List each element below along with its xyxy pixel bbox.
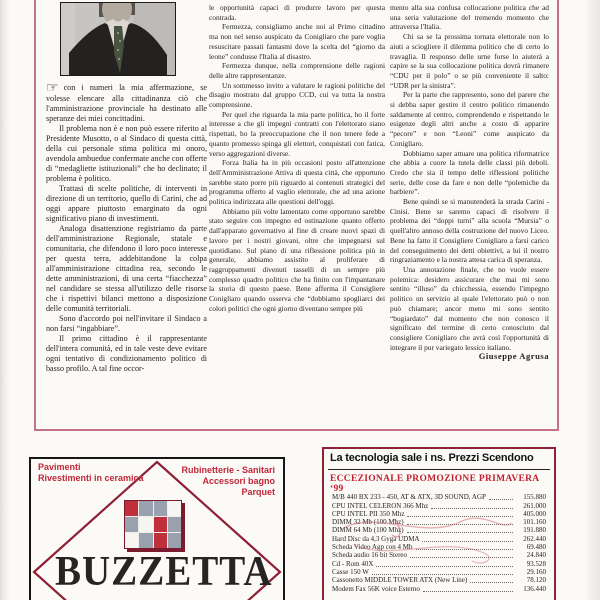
paragraph: Chi sa se la prossima tornata elettorale non lo aiuti a sciogliere il dilemma politico che di certo lo travaglia. Il responso delle urne forse lo aiuterà a capire se la sua collocazione politica dovrà rimanere “CDU per il polo” o se più conveniente il salto: “UDR per la sinistra”. [390,32,549,90]
mosaic-tile [125,501,138,516]
mosaic-tile [168,533,181,548]
paragraph: le opportunità capaci di produrre lavoro per questa contrada. [209,3,385,22]
author-signature: Giuseppe Agrusa [478,351,549,362]
paragraph: Analoga disattenzione registriamo da parte dell'amministrazione Regionale, statale e comunitaria, che difendono il loro poco interesse per questa terra, addebitandone la colpa all'amministrazione cittadina rea, secondo le dette amministrazioni, di una certa “fiacchezza” nel candidare se stessa all'utilizzo delle risorse che i rispettivi bilanci mettono a disposizione delle comunità territoriali. [46,224,207,313]
ad-heading-line: Parquet [241,487,275,497]
item-price: 29.160 [526,567,546,576]
scan-edge-right [584,0,600,600]
item-label: Casse 150 W [332,567,369,576]
item-label: M/B 440 BX 233 - 450, AT & ATX, 3D SOUND, AGP [332,493,486,502]
buzzetta-brand-name: BUZZETTA [55,548,273,595]
mosaic-tile [139,517,152,532]
item-price: 136.440 [523,584,546,593]
paragraph: Un sommesso invito a valutare le ragioni politiche del disagio mostrato dal gruppo CCD, cui va tutta la nostra comprensione. [209,80,385,110]
mosaic-tile [125,517,138,532]
item-price: 78.120 [526,576,546,585]
article-column-3 [390,3,549,411]
price-row [332,584,546,592]
article-box [34,0,559,431]
item-price: 155.880 [523,493,546,502]
item-price: 261.000 [523,501,546,510]
lead-text: con i numeri la mia affermazione, se volesse elencare alla cittadinanza ciò che l'amministrazione provinciale ha destinato alle speranze dei miei concittadini. [46,83,207,123]
paragraph: Forza Italia ha in più occasioni posto all'attenzione dell'Amministrazione Attiva di questa città, che opportuno sarebbe stato porre più riguardo ai contenuti strategici del programma offerto al vaglio elettorale, che ad una azione politica indirizzata alle questioni dell'oggi. [209,158,385,207]
article-column-1 [46,83,207,421]
portrait-photo-graphic [61,3,175,75]
paragraph: Fermezza, consigliamo anche noi al Primo cittadino ma non nel senso auspicato da Conigliaro che pare voglia resuscitare passati fantasmi dove la scelta del “giorno da leone” condusse l'Italia al disastro. [209,22,385,61]
pointing-hand-icon: ☞ [46,83,59,96]
ad-heading-line: Rubinetterie - Sanitari [181,465,275,475]
paragraph: Una annotazione finale, che no vuole essere polemica: desidero assicurare che mai mi sono sentito “illuso” da chicchessia, essendo l'impegno politico un servizio al quale l'elettorato può o non può chiamare; ancor meno mi sono sentito “bugiardato” dal momento che non conosco il significato del termine di certo conosciuto dal consigliere Conigliaro che avrà così l'opportunità di integrare il pur variegato lessico italiano. [390,264,549,352]
paragraph: Trattasi di scelte politiche, di interventi in direzione di un territorio, quello di Carini, che ad oggi appare piuttosto emarginato da ogni significativo piano di investimenti. [46,184,207,223]
item-price: 191.880 [523,526,546,535]
price-row [332,576,546,584]
paragraph: Bene quindi se si manutenderà la strada Carini - Cinisi. Bene se saremo capaci di risolvere il problema dei “doppi turni” alla scuola “Mursia” o quell'altro annoso della costruzione del nuovo Liceo. Bene ha fatto il Consigliere Conigliaro a farsi carico del conseguimento dei detti obiettivi, a lui il nostro ringraziamento e la nostra attesa carica di speranza. [390,197,549,265]
paragraph: Abbiamo più volte lamentato come opportuno sarebbe stato seguire con impegno ed ostinazione quanto offerto dall'apparato governativo al fine di creare nuovi spazi di lavoro per i nostri giovani, oltre che impegnarsi sul quotidiano. Sul piano di una riflessione politica più in generale, abbiamo assistito al proliferare di raggruppamenti divenuti tasselli di un sempre più complesso quadro politico che ha finito con l'impantanare la storia di questo paese. Bene afferma il Consigliere Conigliaro quando osserva che “dobbiamo spogliarci dei colori politici che ogni giorno diventano sempre più [209,206,385,313]
title-underline [328,469,550,470]
mosaic-tile [154,517,167,532]
lead-paragraph [46,83,207,124]
item-label: Scheda audio 16 bit Stereo [332,551,408,560]
item-label: Cd - Rom 40X [332,559,374,568]
mosaic-tile [139,533,152,548]
faint-red-sketch [334,501,524,576]
paragraph: Dobbiamo saper attuare una politica riformatrice che abbia a cuore la tutela delle classi più deboli. Credo che sia il tempo delle riflessioni politiche serie, delle cose da fare e non delle “polemiche da barbiere”. [390,148,549,197]
portrait-photo [60,2,176,76]
mosaic-tile [154,501,167,516]
item-label: Cassonetto MIDDLE TOWER ATX (New Line) [332,576,468,585]
paragraph: Fermezza dunque, nella comprensione delle ragioni delle altre rappresentanze. [209,61,385,80]
ad-heading-line: Accessori bagno [202,476,275,486]
mosaic-tile [139,501,152,516]
mosaic-tile [154,533,167,548]
mosaic-tile [125,533,138,548]
paragraph: Sono d'accordo poi nell'invitare il Sindaco a non farsi “ingabbiare”. [46,314,207,333]
scan-edge-left [0,0,10,600]
article-column-2 [209,3,385,359]
item-label: CPU INTEL PII 350 Mhz [332,509,405,518]
paragraph: Per quel che riguarda la mia parte politica, ho il forte interesse a che gli impegni contratti con l'elettorato siano rispettati, ho la preoccupazione che il non tenere fede a quanto promesso spinga gli elettori, conquistati con fatica, verso aggregazioni diverse. [209,109,385,158]
mosaic-tile-logo [124,500,182,549]
item-price: 93.528 [526,559,546,568]
mosaic-tile [168,501,181,516]
item-price: 24.840 [526,551,546,560]
promo-headline: ECCEZIONALE PROMOZIONE PRIMAVERA ‘99 [330,474,539,494]
buzzetta-right-headings [181,465,275,498]
item-price: 101.160 [523,518,546,527]
item-label: DIMM 64 Mb (100 Mhz) [332,526,404,535]
ad-heading-line: Pavimenti [38,462,81,472]
dotted-leader [470,582,513,583]
tech-price-ad [322,447,556,600]
dotted-leader [423,591,513,592]
paragraph: Il primo cittadino è il rappresentante dell'intera comunità, ed in tale veste deve evitare ogni tentativo di condizionamento politico di basso profilo. A tal fine occor- [46,334,207,373]
ad-heading-line: Rivestimenti in ceramica [38,472,144,483]
paragraph: Per la parte che rappresento, sono del parere che si debba saper gestire il centro politico rimanendo saldamente al centro, comprendendo e rispettando le esigenze degli altri anche a costo di apparire “pecore” e non “Leoni” come auspicato da Conigliaro. [390,90,549,148]
item-price: 69.480 [526,543,546,552]
paragraph: mento alla sua confusa collocazione politica che ad una seria valutazione del tremendo momento che attraversa l'Italia. [390,3,549,32]
item-price: 405.000 [523,509,546,518]
item-label: DIMM 32 Mb (100 Mhz) [332,518,404,527]
tech-ad-title: La tecnologia sale i ns. Prezzi Scendono [330,452,534,464]
buzzetta-left-headings [38,462,144,483]
item-label: CPU INTEL CELERON 366 Mhz [332,501,429,510]
item-label: Hard Disc da 4,3 Gyga UDMA [332,534,420,543]
item-label: Scheda Video Agp con 4 Mb [332,543,413,552]
mosaic-tile [168,517,181,532]
item-price: 262.440 [523,534,546,543]
buzzetta-ad [29,457,285,600]
item-label: Modem Fax 56K voice Esterno [332,584,420,593]
paragraph: Il problema non è e non può essere riferito al Presidente Musotto, o al Sindaco di questa città, della cui personale stima politica mi onoro, avendola ambuedue confermate anche con offerte di “medagliette istituzionali” che ho declinato; il problema è politico. [46,124,207,183]
